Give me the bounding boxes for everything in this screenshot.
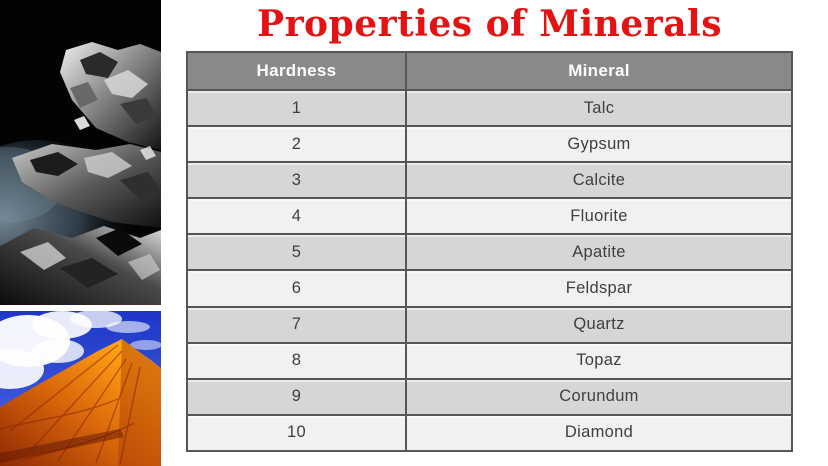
table-row — [187, 126, 792, 162]
mineral-cell: Apatite — [406, 234, 792, 270]
table-row — [187, 307, 792, 343]
hardness-cell: 3 — [187, 162, 406, 198]
column-header-mineral: Mineral — [406, 52, 792, 90]
table-row — [187, 90, 792, 126]
table-row — [187, 162, 792, 198]
mineral-cell: Feldspar — [406, 270, 792, 306]
hardness-cell: 2 — [187, 126, 406, 162]
table-header-row — [187, 52, 792, 90]
black-mineral-image — [0, 0, 161, 305]
mineral-cell: Calcite — [406, 162, 792, 198]
hardness-cell: 8 — [187, 343, 406, 379]
mineral-cell: Talc — [406, 90, 792, 126]
hardness-cell: 7 — [187, 307, 406, 343]
mineral-cell: Corundum — [406, 379, 792, 415]
minerals-table — [186, 51, 793, 452]
table-row — [187, 343, 792, 379]
page-title: Properties of Minerals — [257, 3, 722, 45]
column-header-hardness: Hardness — [187, 52, 406, 90]
hardness-cell: 9 — [187, 379, 406, 415]
table-row — [187, 234, 792, 270]
minerals-table-body — [187, 90, 792, 451]
hardness-cell: 4 — [187, 198, 406, 234]
mineral-cell: Gypsum — [406, 126, 792, 162]
hardness-cell: 1 — [187, 90, 406, 126]
orange-cliff-image — [0, 311, 161, 466]
mineral-cell: Fluorite — [406, 198, 792, 234]
table-row — [187, 270, 792, 306]
table-row — [187, 379, 792, 415]
table-row — [187, 198, 792, 234]
hardness-cell: 5 — [187, 234, 406, 270]
hardness-cell: 6 — [187, 270, 406, 306]
mineral-cell: Quartz — [406, 307, 792, 343]
mineral-cell: Topaz — [406, 343, 792, 379]
mineral-cell: Diamond — [406, 415, 792, 451]
table-row — [187, 415, 792, 451]
hardness-cell: 10 — [187, 415, 406, 451]
